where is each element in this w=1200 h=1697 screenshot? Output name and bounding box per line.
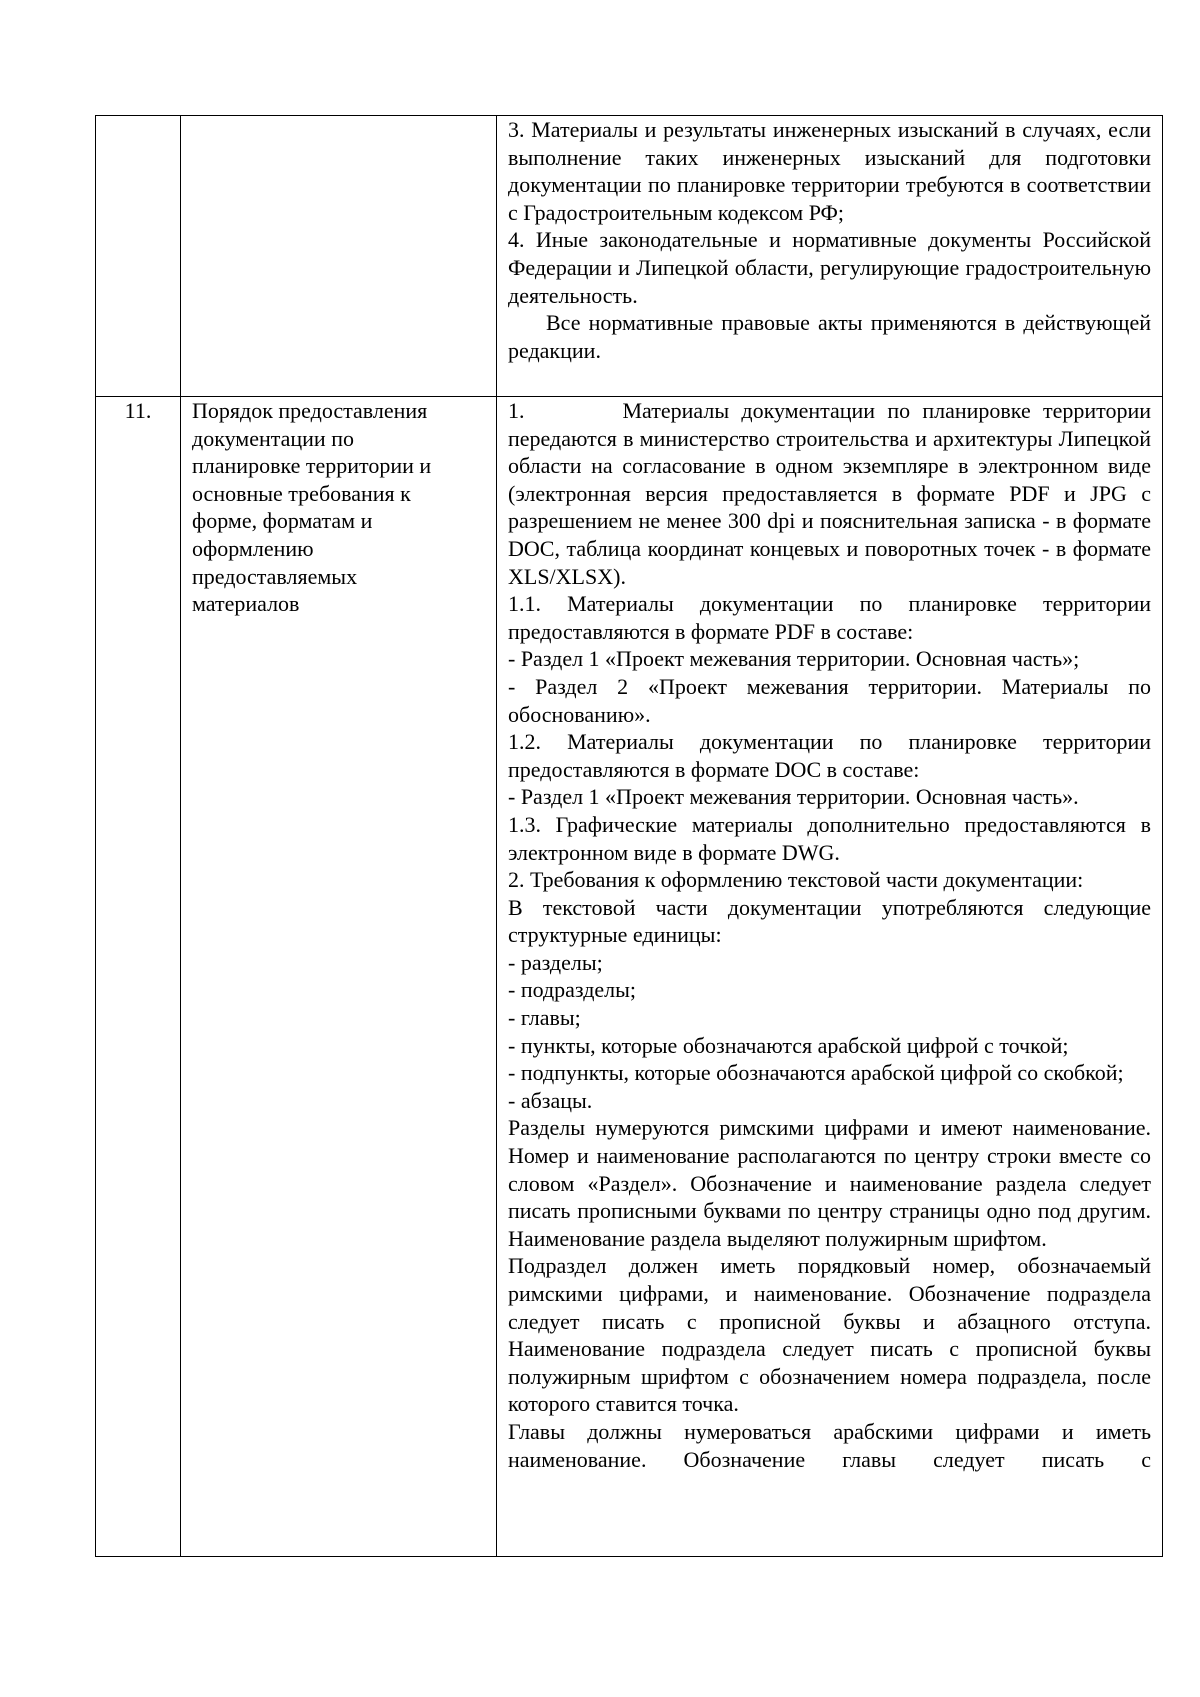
row-number-cell: 11. xyxy=(96,397,181,1557)
content-paragraph: - Раздел 1 «Проект межевания территории. Основная часть». xyxy=(508,784,1079,810)
content-paragraph: 2. Требования к оформлению текстовой части документации: xyxy=(508,867,1084,893)
table-row xyxy=(96,397,1163,1557)
table-row xyxy=(96,116,1163,397)
content-clip xyxy=(508,397,1151,1556)
content-paragraph: - пункты, которые обозначаются арабской цифрой с точкой; xyxy=(508,1032,1069,1058)
row-name-line: форме, форматам и xyxy=(192,508,373,534)
row-name-line: материалов xyxy=(192,591,300,617)
content-paragraph: 1.1. Материалы документации по планировке территории предоставляются в формате PDF в составе: xyxy=(508,591,1151,644)
content-paragraph: Главы должны нумероваться арабскими цифрами и иметь наименование. Обозначение главы следует писать с xyxy=(508,1418,1151,1472)
content-paragraph: Все нормативные правовые акты применяются в действующей редакции. xyxy=(508,310,1151,363)
content-paragraph: 1. Материалы документации по планировке территории передаются в министерство строительства и архитектуры Липецкой области на согласование в одном экземпляре в электронном виде (электронная версия предоставляется в формате PDF и JPG с разрешением не менее 300 dpi и пояснительная записка - в формате DOC, таблица координат концевых и поворотных точек - в формате XLS/XLSX). xyxy=(508,398,1151,589)
row-name-line: Порядок предоставления xyxy=(192,398,428,423)
row-name-line: планировке территории и xyxy=(192,453,432,479)
content-paragraph: Подраздел должен иметь порядковый номер, обозначаемый римскими цифрами, и наименование. Обозначение подраздела следует писать с прописной буквы и абзацного отступа. Наименование подраздела следует писать с прописной буквы полужирным шрифтом с обозначением номера подраздела, после которого ставится точка. xyxy=(508,1253,1151,1417)
content-paragraph: - Раздел 2 «Проект межевания территории. Материалы по обоснованию». xyxy=(508,673,1151,727)
content-paragraph: - Раздел 1 «Проект межевания территории. Основная часть»; xyxy=(508,646,1080,672)
row-content-cell xyxy=(497,397,1163,1557)
row-number-cell xyxy=(96,116,181,397)
row-name-line: документации по xyxy=(192,425,354,451)
row-name-cell xyxy=(181,116,497,397)
content-paragraph: - главы; xyxy=(508,1005,581,1031)
content-paragraph: В текстовой части документации употребляются следующие структурные единицы: xyxy=(508,894,1151,948)
row-name-line: предоставляемых xyxy=(192,563,358,589)
content-paragraph: - разделы; xyxy=(508,949,603,975)
content-paragraph: - подпункты, которые обозначаются арабской цифрой со скобкой; xyxy=(508,1060,1124,1086)
content-paragraph: 1.3. Графические материалы дополнительно предоставляются в электронном виде в формате DWG. xyxy=(508,811,1151,865)
row-name-line: оформлению xyxy=(192,535,314,561)
content-paragraph: Разделы нумеруются римскими цифрами и имеют наименование. Номер и наименование располагаются по центру строки вместе со словом «Раздел». Обозначение и наименование раздела следует писать прописными буквами по центру страницы одно под другим. Наименование раздела выделяют полужирным шрифтом. xyxy=(508,1115,1151,1251)
requirements-table xyxy=(95,115,1163,1557)
content-paragraph: 4. Иные законодательные и нормативные документы Российской Федерации и Липецкой области, регулирующие градостроительную деятельность. xyxy=(508,227,1151,308)
content-paragraph: - подразделы; xyxy=(508,977,637,1003)
row-name-line: основные требования к xyxy=(192,480,411,506)
row-name-cell xyxy=(181,397,497,1557)
content-paragraph: 1.2. Материалы документации по планировке территории предоставляются в формате DOC в составе: xyxy=(508,729,1151,782)
content-paragraph: - абзацы. xyxy=(508,1087,593,1113)
row-content-cell xyxy=(497,116,1163,397)
content-paragraph: 3. Материалы и результаты инженерных изысканий в случаях, если выполнение таких инженерных изысканий для подготовки документации по планировке территории требуются в соответствии с Градостроительным кодексом РФ; xyxy=(508,117,1151,225)
